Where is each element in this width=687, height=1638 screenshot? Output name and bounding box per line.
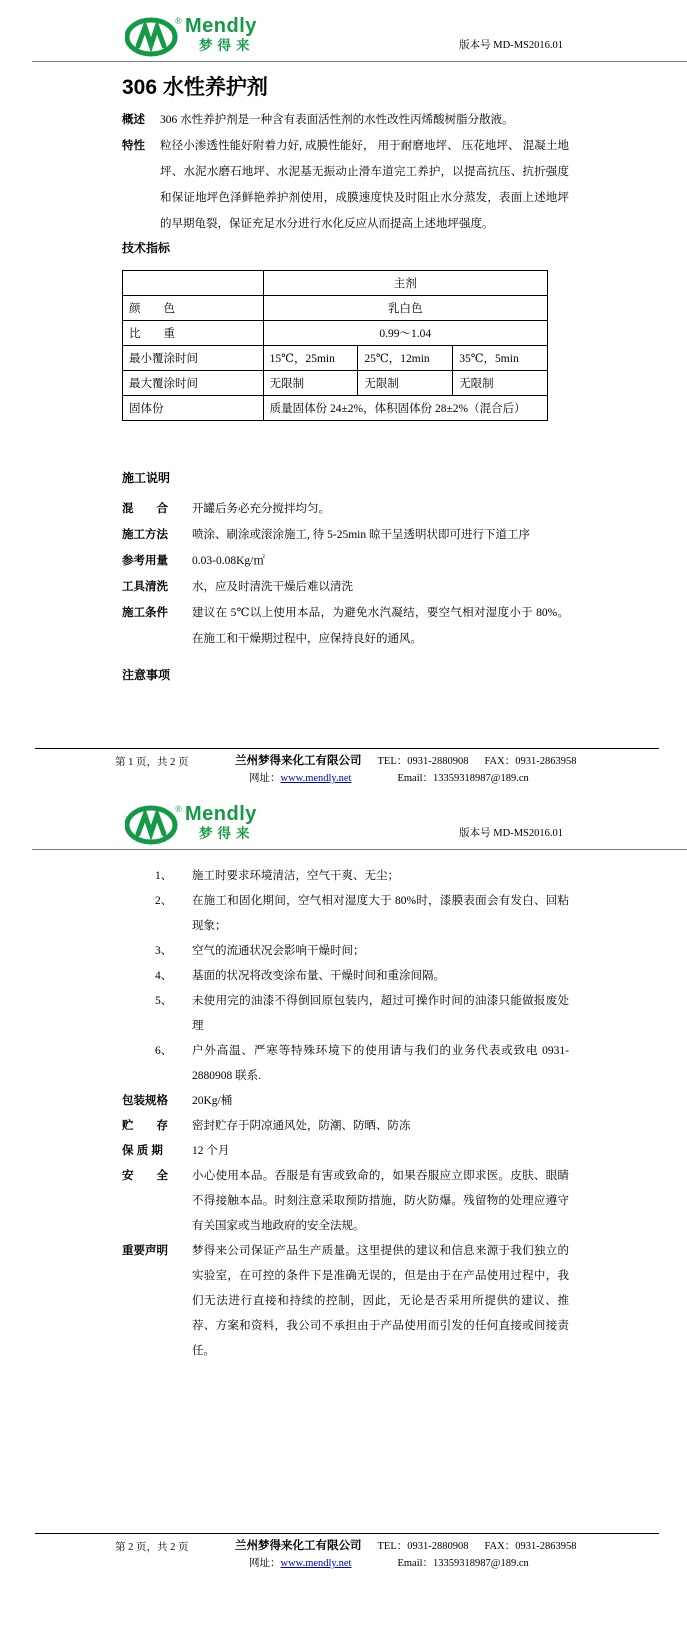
note-text: 户外高温、严寒等特殊环境下的使用请与我们的业务代表或致电 0931-2880908 联系.: [192, 1045, 569, 1082]
construction-item-text: 建议在 5℃以上使用本品，为避免水汽凝结，要空气相对湿度小于 80%。在施工和干燥期过程中，应保持良好的通风。: [192, 607, 569, 645]
construction-item-label: 参考用量: [122, 555, 168, 567]
overview-label: 概述: [122, 114, 145, 126]
max-recoat-cell: 无限制: [263, 371, 358, 396]
overview-text: 306 水性养护剂是一种含有表面活性剂的水性改性丙烯酸树脂分散液。: [160, 114, 514, 126]
header-divider: [32, 61, 687, 62]
max-recoat-label-cell: 最大覆涂时间: [123, 371, 264, 396]
table-row: [123, 296, 548, 321]
info-item-text: 密封贮存于阴凉通风处，防潮、防晒、防冻: [192, 1120, 411, 1132]
note-item: [155, 964, 569, 989]
construction-item-text: 开罐后务必充分搅拌均匀。: [192, 503, 330, 515]
color-label-cell: 颜 色: [123, 296, 264, 321]
gravity-label-cell: 比 重: [123, 321, 264, 346]
table-row: [123, 321, 548, 346]
website-link[interactable]: www.mendly.net: [280, 1558, 352, 1569]
table-row: [123, 371, 548, 396]
features-text: 粒径小渗透性能好附着力好, 成膜性能好， 用于耐磨地坪、 压花地坪、 混凝土地坪、水泥水磨石地坪、水泥基无振动止滑车道完工养护，以提高抗压、抗折强度和保证地坪色泽鲜艳养护剂使用，成膜速度快及时阻止水分蒸发，表面上述地坪的早期龟裂，保证充足水分进行水化反应从而提高上述地坪强度。: [160, 140, 569, 230]
company-fax: FAX：0931-2863958: [484, 756, 577, 767]
footer-line2: [249, 1555, 659, 1570]
email-label: Email：: [397, 773, 434, 784]
spec-table: [122, 270, 548, 421]
construction-item-label: 混 合: [122, 503, 168, 515]
brand-name-en: Mendly: [185, 803, 257, 825]
page2-header: [0, 758, 687, 846]
construction-item-text: 水，应及时清洗干燥后难以清洗: [192, 581, 353, 593]
email-value: 13359318987@189.cn: [433, 773, 529, 784]
brand-name-cn: 梦得来: [199, 826, 255, 841]
note-number: 3、: [155, 945, 173, 957]
info-item: [122, 1114, 569, 1139]
construction-item-text: 喷涂、刷涂或滚涂施工, 待 5-25min 晾干呈透明状即可进行下道工序: [192, 529, 530, 541]
table-row: [123, 346, 548, 371]
notes-heading: 注意事项: [122, 668, 171, 682]
registered-mark-icon: ®: [175, 804, 182, 814]
info-item-text: 12 个月: [192, 1145, 230, 1157]
construction-item-label: 施工方法: [122, 529, 168, 541]
page-number-label: 第 2 页，共 2 页: [115, 1542, 189, 1553]
note-item: [155, 889, 569, 939]
note-number: 6、: [155, 1045, 173, 1057]
table-row: [123, 271, 548, 296]
registered-mark-icon: ®: [175, 16, 182, 26]
construction-heading: 施工说明: [122, 471, 171, 485]
note-item: [155, 939, 569, 964]
min-recoat-cell: 15℃，25min: [263, 346, 358, 371]
brand-logo-text: [185, 16, 257, 53]
info-item-label: 保 质 期: [122, 1145, 163, 1157]
page-1: [0, 0, 687, 784]
tech-specs-heading: 技术指标: [122, 241, 171, 255]
construction-item-label: 施工条件: [122, 607, 168, 619]
features-row: [122, 133, 569, 237]
note-text: 空气的流通状况会影响干燥时间；: [192, 945, 365, 957]
footer-content: [35, 1537, 659, 1570]
version-label: 版本号 MD-MS2016.01: [459, 40, 563, 51]
solids-value-cell: 质量固体份 24±2%，体积固体份 28±2%（混合后）: [263, 396, 547, 421]
email-value: 13359318987@189.cn: [433, 1558, 529, 1569]
info-item: [122, 1239, 569, 1364]
company-name: 兰州梦得来化工有限公司: [235, 755, 362, 767]
brand-logo: [125, 14, 687, 58]
note-item: [155, 1039, 569, 1089]
footer-company-block: [235, 1537, 659, 1570]
info-item-label: 重要声明: [122, 1245, 168, 1257]
construction-row: [122, 522, 569, 548]
website-label: 网址：: [249, 773, 281, 784]
construction-row: [122, 600, 569, 652]
note-text: 施工时要求环境清洁，空气干爽、无尘；: [192, 870, 399, 882]
page-number-label: 第 1 页，共 2 页: [115, 757, 189, 768]
info-item-text: 梦得来公司保证产品生产质量。这里提供的建议和信息来源于我们独立的实验室，在可控的条件下是准确无误的，但是由于在产品使用过程中，我们无法进行直接和持续的控制，因此，无论是否采用所提供的建议、推荐、方案和资料，我公司不承担由于产品使用而引发的任何直接或间接责任。: [192, 1245, 569, 1357]
email-field: [397, 1555, 528, 1570]
note-text: 未使用完的油漆不得倒回原包装内，超过可操作时间的油漆只能做报废处理: [192, 995, 569, 1032]
main-agent-header-cell: 主剂: [263, 271, 547, 296]
brand-logo: [125, 802, 687, 846]
note-item: [155, 864, 569, 889]
gravity-value-cell: 0.99～1.04: [263, 321, 547, 346]
brand-name-cn: 梦得来: [199, 38, 255, 53]
page2-footer: [35, 1533, 659, 1570]
info-item-label: 包装规格: [122, 1095, 168, 1107]
construction-item-label: 工具清洗: [122, 581, 168, 593]
construction-item-text: 0.03-0.08Kg/㎡: [192, 555, 265, 567]
note-text: 基面的状况将改变涂布量、干燥时间和重涂间隔。: [192, 970, 445, 982]
company-tel: TEL：0931-2880908: [377, 1541, 469, 1552]
page-2: [0, 758, 687, 1638]
info-item-label: 贮 存: [122, 1120, 168, 1132]
company-name: 兰州梦得来化工有限公司: [235, 1540, 362, 1552]
mendly-oval-m-icon: [125, 14, 183, 58]
note-number: 5、: [155, 995, 173, 1007]
page1-header: [0, 0, 687, 58]
construction-row: [122, 548, 569, 574]
max-recoat-cell: 无限制: [453, 371, 548, 396]
brand-logo-text: [185, 804, 257, 841]
company-tel: TEL：0931-2880908: [377, 756, 469, 767]
table-row: [123, 396, 548, 421]
color-value-cell: 乳白色: [263, 296, 547, 321]
note-number: 1、: [155, 870, 173, 882]
overview-row: [122, 107, 569, 133]
min-recoat-cell: 35℃，5min: [453, 346, 548, 371]
info-item-text: 小心使用本品。吞服是有害或致命的，如果吞服应立即求医。皮肤、眼睛不得接触本品。时刻注意采取预防措施，防火防爆。残留物的处理应遵守有关国家或当地政府的安全法规。: [192, 1170, 569, 1232]
website-field: [249, 1555, 351, 1570]
mendly-oval-m-icon: [125, 802, 183, 846]
company-fax: FAX：0931-2863958: [484, 1541, 577, 1552]
features-label: 特性: [122, 140, 145, 152]
info-item: [122, 1139, 569, 1164]
construction-row: [122, 574, 569, 600]
footer-line1: [235, 1537, 659, 1553]
brand-name-en: Mendly: [185, 15, 257, 37]
info-item: [122, 1089, 569, 1114]
note-item: [155, 989, 569, 1039]
version-label: 版本号 MD-MS2016.01: [459, 828, 563, 839]
product-title: 306 水性养护剂: [122, 76, 268, 99]
website-label: 网址：: [249, 1558, 281, 1569]
info-item-text: 20Kg/桶: [192, 1095, 233, 1107]
header-divider: [32, 849, 687, 850]
note-number: 4、: [155, 970, 173, 982]
note-number: 2、: [155, 895, 173, 907]
construction-row: [122, 496, 569, 522]
solids-label-cell: 固体份: [123, 396, 264, 421]
website-link[interactable]: www.mendly.net: [280, 773, 352, 784]
email-label: Email：: [397, 1558, 434, 1569]
info-item: [122, 1164, 569, 1239]
note-text: 在施工和固化期间，空气相对湿度大于 80%时，漆膜表面会有发白、回粘现象；: [192, 895, 569, 932]
min-recoat-label-cell: 最小覆涂时间: [123, 346, 264, 371]
empty-cell: [123, 271, 264, 296]
min-recoat-cell: 25℃，12min: [358, 346, 453, 371]
info-item-label: 安 全: [122, 1170, 168, 1182]
max-recoat-cell: 无限制: [358, 371, 453, 396]
